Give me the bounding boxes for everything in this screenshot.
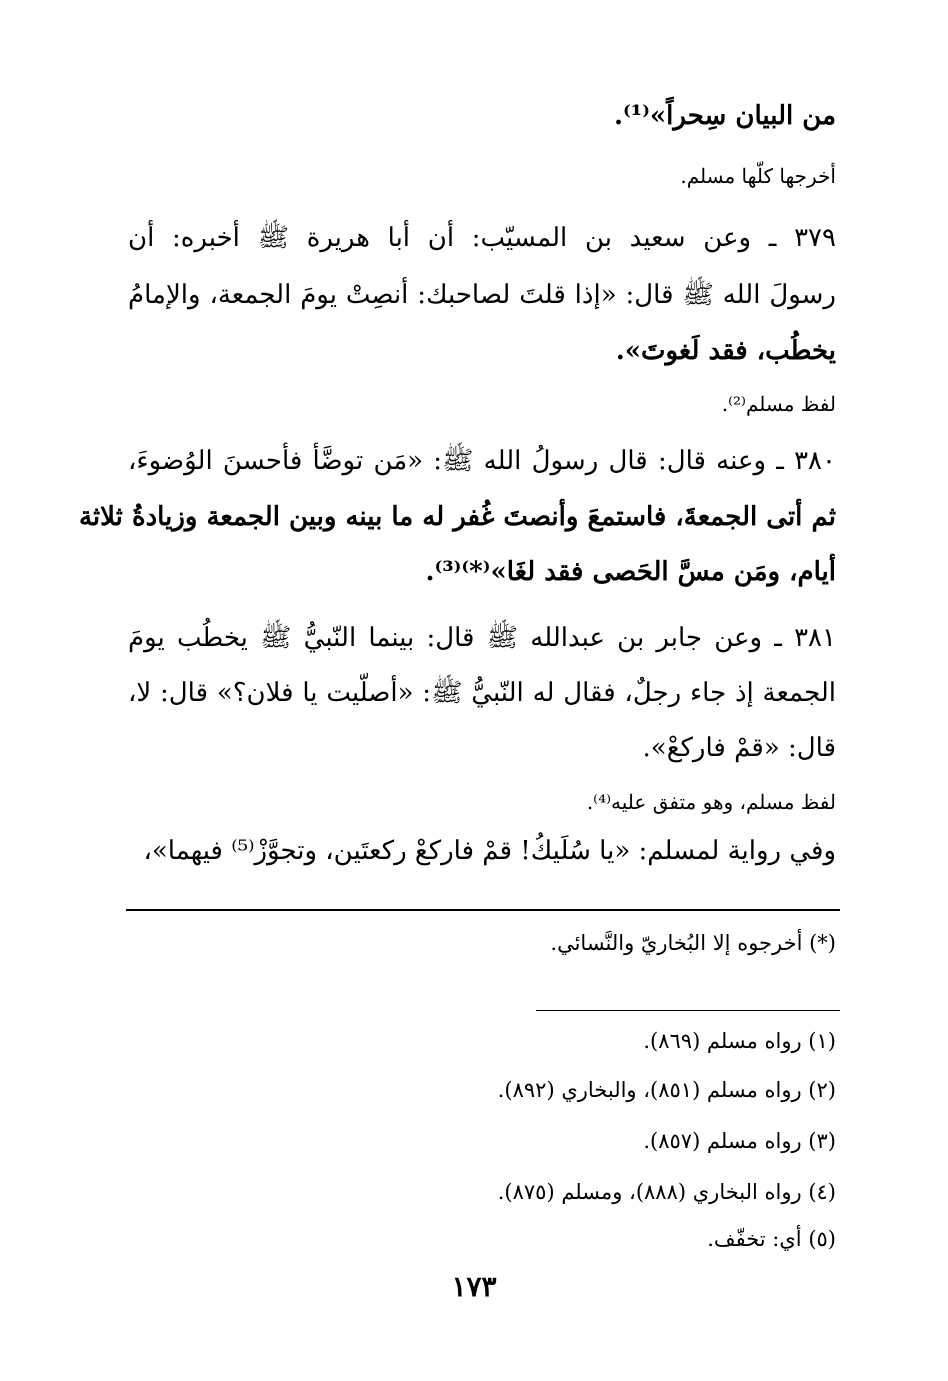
hadith-379-line: رسولَ الله ﷺ قال: «إذا قلتَ لصاحبك: أنصِتْ يومَ الجمعة، والإمامُ: [128, 280, 836, 310]
footnote-2: (٢) رواه مسلم (٨٥١)، والبخاري (٨٩٢).: [497, 1078, 836, 1102]
footnote-divider: [126, 909, 840, 911]
footnote-5: (٥) أي: تخفّف.: [707, 1227, 836, 1251]
source-note: لفظ مسلم⁽²⁾.: [721, 392, 836, 416]
hadith-379-line: ٣٧٩ ـ وعن سعيد بن المسيّب: أن أبا هريرة ﷺ أخبره: أن: [128, 223, 836, 253]
hadith-380-line: أيام، ومَن مسَّ الحَصى فقد لغَا»⁽*⁾⁽³⁾.: [425, 557, 836, 587]
hadith-381-line: وفي رواية لمسلم: «يا سُلَيكُ! قمْ فاركعْ ركعتَين، وتجوَّزْ⁽⁵⁾ فيهما»،: [143, 836, 836, 866]
hadith-381-line: الجمعة إذ جاء رجلٌ، فقال له النّبيُّ ﷺ: «أصلّيت يا فلان؟» قال: لا،: [128, 678, 836, 708]
hadith-380-line: ثم أتى الجمعةَ، فاستمعَ وأنصتَ غُفر له ما بينه وبين الجمعة وزيادةُ ثلاثة: [78, 502, 836, 532]
hadith-379-line: يخطُب، فقد لَغوتَ».: [615, 336, 836, 366]
hadith-381-line: ٣٨١ ـ وعن جابر بن عبدالله ﷺ قال: بينما النّبيُّ ﷺ يخطُب يومَ: [128, 623, 836, 653]
text-line: من البيان سِحراً»⁽¹⁾.: [614, 101, 836, 131]
footnote-4: (٤) رواه البخاري (٨٨٨)، ومسلم (٨٧٥).: [497, 1180, 836, 1204]
footnote-3: (٣) رواه مسلم (٨٥٧).: [643, 1129, 836, 1153]
hadith-380-line: ٣٨٠ ـ وعنه قال: قال رسولُ الله ﷺ: «مَن توضَّأ فأحسنَ الوُضوءَ،: [128, 446, 836, 476]
star-footnote: (*) أخرجوه إلا البُخاريّ والنَّسائي.: [550, 931, 836, 955]
source-note: لفظ مسلم، وهو متفق عليه⁽⁴⁾.: [586, 790, 836, 814]
hadith-381-line: قال: «قمْ فاركعْ».: [642, 733, 836, 763]
footnote-1: (١) رواه مسلم (٨٦٩).: [643, 1029, 836, 1053]
footnote-short-divider: [536, 1010, 840, 1011]
source-note: أخرجها كلّها مسلم.: [680, 164, 836, 188]
page-number: ١٧٣: [451, 1270, 497, 1303]
